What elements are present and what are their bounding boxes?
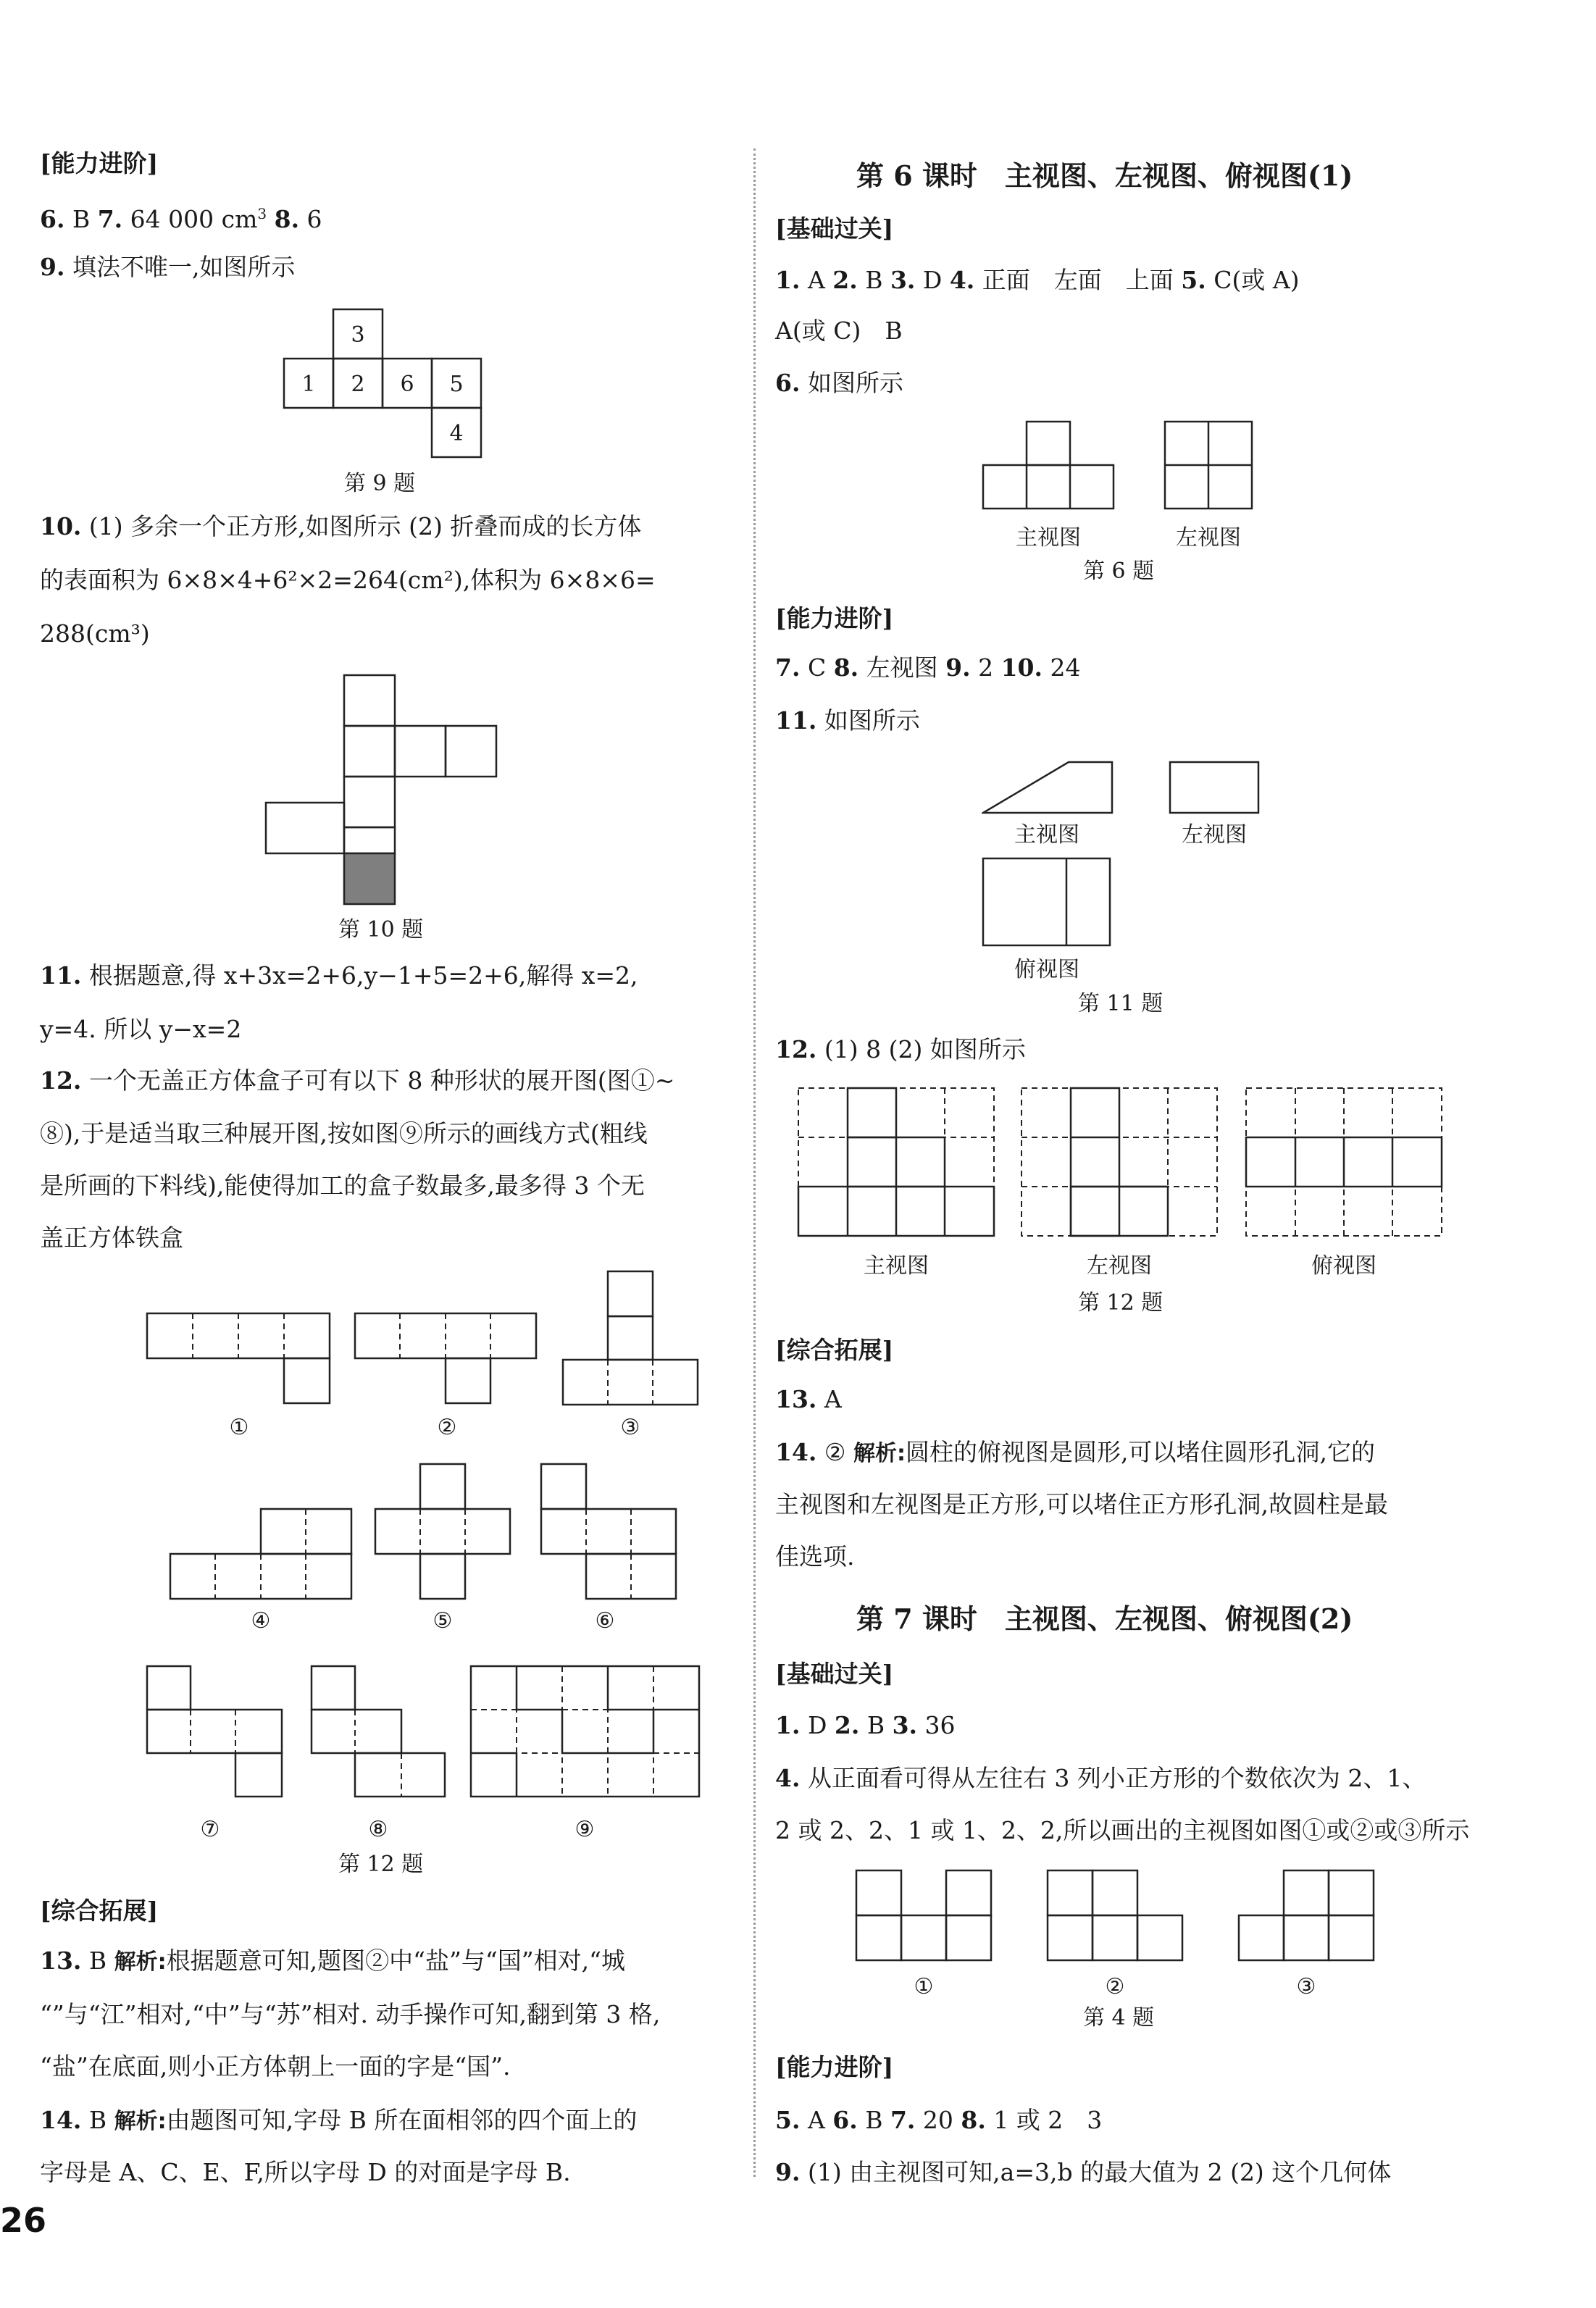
net-label: ⑥ bbox=[595, 1608, 615, 1634]
answer-line: 11. 如图所示 bbox=[775, 706, 920, 735]
answer-line: 13. B 解析:根据题意可知,题图②中“盐”与“国”相对,“城 bbox=[40, 1947, 625, 1975]
view-label: ③ bbox=[1296, 1974, 1316, 1999]
net-label: ⑧ bbox=[368, 1817, 388, 1842]
answer-line: 2 或 2、2、1 或 1、2、2,所以画出的主视图如图①或②或③所示 bbox=[775, 1816, 1470, 1844]
answer-line: 10. (1) 多余一个正方形,如图所示 (2) 折叠而成的长方体 bbox=[40, 512, 642, 540]
figure-10-net bbox=[264, 674, 540, 913]
view-label: ② bbox=[1105, 1974, 1125, 1999]
section-heading: [基础过关] bbox=[775, 1660, 894, 1688]
figure-caption: 第 4 题 bbox=[1083, 2005, 1155, 2031]
answer-line: A(或 C) B bbox=[775, 317, 903, 345]
figure-caption: 第 12 题 bbox=[338, 1852, 424, 1877]
answer-line: 13. A bbox=[775, 1385, 842, 1413]
net-label: ⑦ bbox=[200, 1817, 220, 1842]
view-label: 主视图 bbox=[864, 1253, 929, 1279]
figure-9-net bbox=[283, 308, 529, 460]
view-label: 俯视图 bbox=[1311, 1253, 1376, 1279]
figure-caption: 第 10 题 bbox=[338, 917, 424, 942]
answer-line: 12. (1) 8 (2) 如图所示 bbox=[775, 1035, 1026, 1063]
answer-line: “”与“江”相对,“中”与“苏”相对. 动手操作可知,翻到第 3 格, bbox=[40, 2000, 661, 2028]
view-label: ① bbox=[914, 1974, 934, 1999]
answer-line: 11. 根据题意,得 x+3x=2+6,y−1+5=2+6,解得 x=2, bbox=[40, 961, 638, 990]
answer-line: ⑧),于是适当取三种展开图,按如图⑨所示的画线方式(粗线 bbox=[40, 1119, 648, 1147]
figure-caption: 第 9 题 bbox=[344, 471, 416, 496]
answer-line: 字母是 A、C、E、F,所以字母 D 的对面是字母 B. bbox=[40, 2158, 571, 2186]
section-heading: [综合拓展] bbox=[775, 1336, 894, 1364]
net-cell-label: 1 bbox=[301, 372, 316, 397]
view-label: 俯视图 bbox=[1014, 957, 1079, 982]
net-label: ⑨ bbox=[575, 1817, 595, 1842]
lesson-title: 第 6 课时 主视图、左视图、俯视图(1) bbox=[856, 159, 1353, 192]
answer-line: 主视图和左视图是正方形,可以堵住正方形孔洞,故圆柱是最 bbox=[775, 1490, 1388, 1518]
net-cell-label: 2 bbox=[351, 372, 365, 397]
answer-line: “盐”在底面,则小正方体朝上一面的字是“国”. bbox=[40, 2052, 511, 2081]
figure-caption: 第 6 题 bbox=[1083, 559, 1155, 584]
figure-4-views bbox=[855, 1869, 1449, 2014]
net-label: ⑤ bbox=[433, 1608, 453, 1634]
net-cell-label: 4 bbox=[449, 421, 464, 446]
answer-line: 1. A 2. B 3. D 4. 正面 左面 上面 5. C(或 A) bbox=[775, 266, 1300, 294]
answer-line: 9. (1) 由主视图可知,a=3,b 的最大值为 2 (2) 这个几何体 bbox=[775, 2158, 1392, 2186]
answer-line: 盖正方体铁盒 bbox=[40, 1224, 183, 1252]
section-heading: [基础过关] bbox=[775, 214, 894, 243]
figure-11-views bbox=[982, 761, 1315, 992]
answer-line: 5. A 6. B 7. 20 8. 1 或 2 3 bbox=[775, 2106, 1103, 2134]
answer-line: 佳选项. bbox=[775, 1542, 855, 1571]
answer-line: 7. C 8. 左视图 9. 2 10. 24 bbox=[775, 653, 1081, 682]
figure-caption: 第 11 题 bbox=[1078, 991, 1163, 1016]
net-label: ③ bbox=[620, 1415, 640, 1440]
answer-line: 4. 从正面看可得从左往右 3 列小正方形的个数依次为 2、1、 bbox=[775, 1764, 1426, 1792]
figure-12-nets bbox=[98, 1264, 728, 1865]
net-cell-label: 5 bbox=[449, 372, 464, 397]
view-label: 左视图 bbox=[1087, 1253, 1152, 1279]
view-label: 主视图 bbox=[1014, 822, 1079, 848]
answer-line: 9. 填法不唯一,如图所示 bbox=[40, 253, 296, 281]
net-label: ① bbox=[229, 1415, 249, 1440]
view-label: 左视图 bbox=[1176, 525, 1241, 551]
answer-line: 14. B 解析:由题图可知,字母 B 所在面相邻的四个面上的 bbox=[40, 2106, 638, 2134]
net-label: ④ bbox=[251, 1608, 271, 1634]
view-label: 主视图 bbox=[1016, 525, 1081, 551]
page-number: 26 bbox=[0, 2201, 47, 2240]
section-heading: [能力进阶] bbox=[775, 604, 894, 632]
view-label: 左视图 bbox=[1182, 822, 1247, 848]
section-heading: [能力进阶] bbox=[40, 149, 159, 177]
net-cell-label: 3 bbox=[351, 322, 365, 348]
answer-line: 的表面积为 6×8×4+6²×2=264(cm²),体积为 6×8×6= bbox=[40, 566, 656, 594]
answer-line: 1. D 2. B 3. 36 bbox=[775, 1711, 956, 1739]
answer-line: 288(cm³) bbox=[40, 619, 150, 648]
answer-line: 14. ② 解析:圆柱的俯视图是圆形,可以堵住圆形孔洞,它的 bbox=[775, 1438, 1375, 1466]
answer-line: 是所画的下料线),能使得加工的盒子数最多,最多得 3 个无 bbox=[40, 1171, 645, 1200]
section-heading: [综合拓展] bbox=[40, 1897, 159, 1925]
answer-line: y=4. 所以 y−x=2 bbox=[40, 1015, 242, 1043]
column-divider bbox=[753, 149, 756, 2177]
answer-line: 12. 一个无盖正方体盒子可有以下 8 种形状的展开图(图①~ bbox=[40, 1066, 675, 1095]
answer-line: 6. 如图所示 bbox=[775, 369, 903, 397]
figure-caption: 第 12 题 bbox=[1078, 1290, 1163, 1316]
figure-12-views bbox=[797, 1087, 1500, 1304]
lesson-title: 第 7 课时 主视图、左视图、俯视图(2) bbox=[856, 1602, 1353, 1635]
answer-line: 6. B 7. 64 000 $cm^3$ 8. 6 bbox=[40, 205, 322, 233]
net-label: ② bbox=[437, 1415, 457, 1440]
net-cell-label: 6 bbox=[400, 372, 414, 397]
section-heading: [能力进阶] bbox=[775, 2053, 894, 2081]
